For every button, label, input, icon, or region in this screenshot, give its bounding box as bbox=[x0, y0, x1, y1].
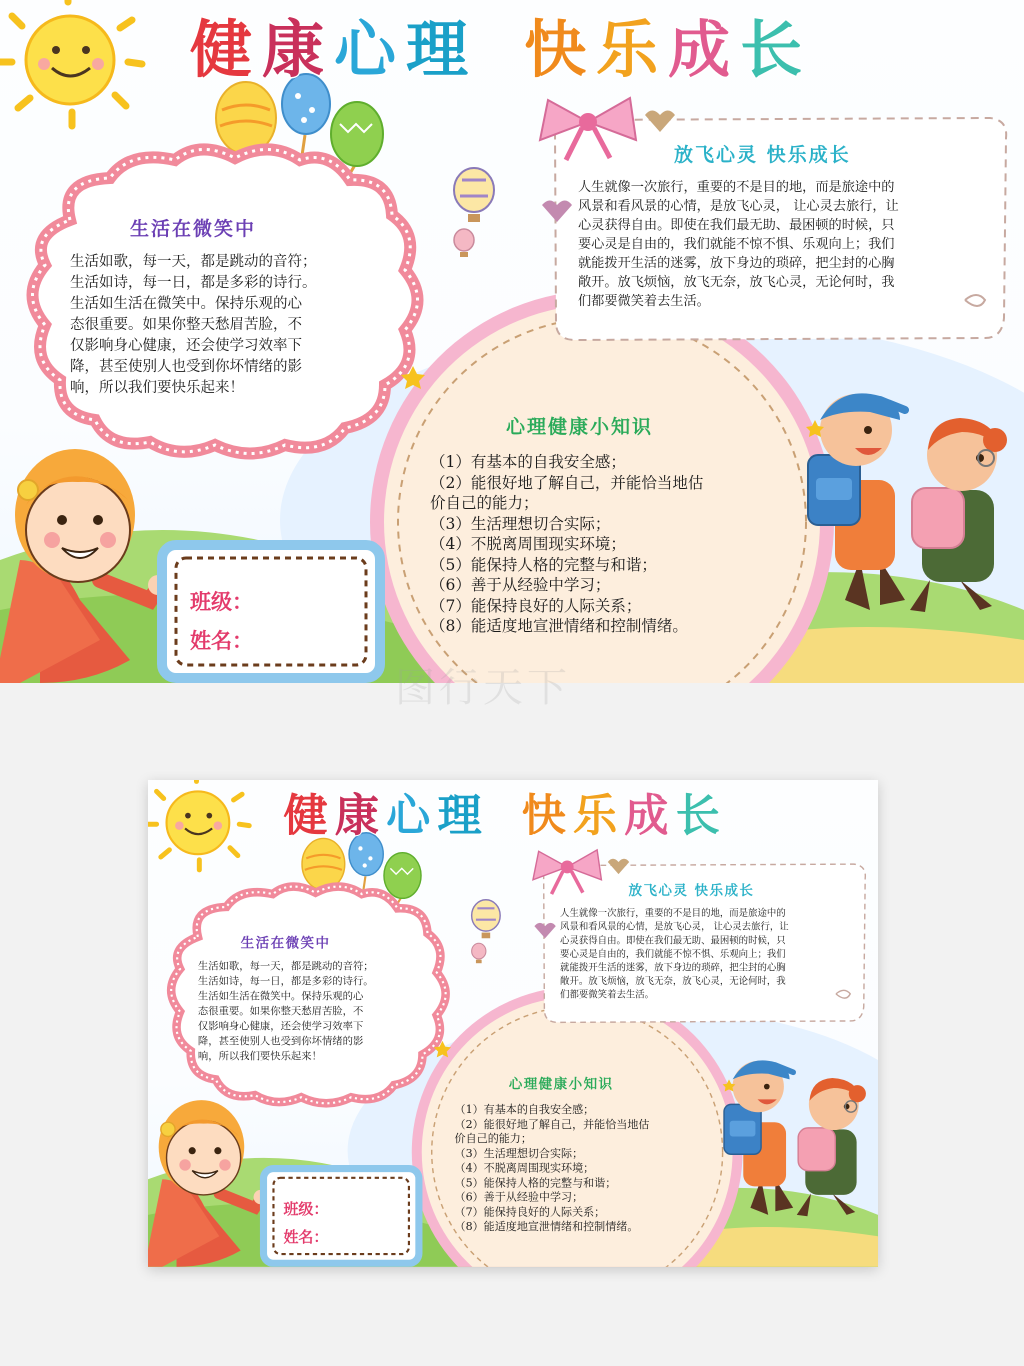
title-char: 心 bbox=[386, 788, 434, 841]
text-line: 响，所以我们要快乐起来！ bbox=[70, 380, 244, 396]
name-label: 姓名： bbox=[283, 1228, 329, 1246]
text-line: 心灵获得自由。即使在我们最无助、最困顿的时候，只 bbox=[578, 218, 895, 233]
text-line: （4）不脱离周围现实环境； bbox=[454, 1161, 595, 1175]
title-char: 快 bbox=[524, 12, 591, 86]
text-line: 敞开。放飞烦恼，放飞无奈，放飞心灵，无论何时，我 bbox=[560, 976, 786, 987]
watermark-text: 图行天下 bbox=[395, 665, 571, 711]
class-label: 班级： bbox=[283, 1200, 329, 1218]
note-text bbox=[560, 907, 859, 1002]
text-line: 价自己的能力； bbox=[454, 1132, 532, 1146]
title-char: 快 bbox=[521, 788, 569, 841]
text-line: 们都要微笑着去生活。 bbox=[578, 294, 710, 309]
text-line: 降，甚至使别人也受到你坏情绪的影 bbox=[197, 1035, 364, 1048]
text-line: （2）能很好地了解自己，并能恰当地估 bbox=[454, 1117, 650, 1131]
note-title: 放飞心灵 快乐成长 bbox=[674, 144, 851, 166]
poster-preview bbox=[148, 780, 878, 1267]
knowledge-title: 心理健康小知识 bbox=[508, 1076, 614, 1093]
text-line: （2）能很好地了解自己，并能恰当地估 bbox=[430, 473, 704, 492]
title-char: 康 bbox=[334, 788, 382, 841]
text-line: 生活如生活在微笑中。保持乐观的心 bbox=[197, 991, 364, 1003]
title-char: 成 bbox=[668, 12, 735, 86]
text-line: （5）能保持人格的完整与和谐； bbox=[454, 1176, 617, 1189]
smile-box-text bbox=[70, 252, 390, 399]
sun-icon bbox=[0, 0, 142, 126]
text-line: 人生就像一次旅行，重要的不是目的地，而是旅途中的 bbox=[578, 180, 895, 195]
title-char: 康 bbox=[262, 12, 329, 86]
text-line: 敞开。放飞烦恼，放飞无奈，放飞心灵，无论何时，我 bbox=[578, 275, 895, 290]
text-line: 风景和看风景的心情，是放飞心灵， 让心灵去旅行，让 bbox=[560, 921, 789, 933]
title-char: 健 bbox=[283, 788, 331, 841]
text-line: （6）善于从经验中学习； bbox=[454, 1190, 584, 1204]
title-char: 理 bbox=[406, 12, 473, 86]
text-line: 响，所以我们要快乐起来！ bbox=[197, 1050, 322, 1063]
name-label: 姓名： bbox=[190, 629, 253, 653]
text-line: 生活如诗，每一日，都是多彩的诗行。 bbox=[70, 275, 317, 291]
hot-air-balloon-icon bbox=[454, 168, 494, 257]
text-line: （7）能保持良好的人际关系； bbox=[454, 1205, 606, 1219]
title-char: 长 bbox=[675, 788, 723, 841]
text-line: （1）有基本的自我安全感； bbox=[454, 1102, 595, 1116]
knowledge-list bbox=[455, 1102, 701, 1234]
hot-air-balloon-icon bbox=[472, 900, 501, 963]
knowledge-list bbox=[430, 452, 775, 637]
title-char: 心 bbox=[334, 12, 401, 86]
text-line: 生活如歌，每一天，都是跳动的音符； bbox=[70, 254, 317, 270]
text-line: 要心灵是自由的，我们就能不惊不惧、乐观向上；我们 bbox=[560, 948, 786, 960]
title-char: 乐 bbox=[572, 788, 621, 841]
text-line: （1）有基本的自我安全感； bbox=[430, 453, 626, 471]
smile-box-title: 生活在微笑中 bbox=[130, 218, 257, 240]
note-text bbox=[578, 178, 998, 311]
class-label: 班级： bbox=[190, 590, 253, 614]
poster-title bbox=[283, 783, 839, 840]
title-char: 健 bbox=[190, 12, 257, 86]
text-line: 们都要微笑着去生活。 bbox=[560, 989, 655, 1001]
text-line: （3）生活理想切合实际； bbox=[454, 1146, 584, 1160]
title-char: 理 bbox=[437, 788, 485, 841]
text-line: 心灵获得自由。即使在我们最无助、最困顿的时候，只 bbox=[560, 935, 786, 947]
text-line: 生活如歌，每一天，都是跳动的音符； bbox=[197, 961, 374, 973]
text-line: 仅影响身心健康，还会使学习效率下 bbox=[197, 1020, 364, 1033]
title-char: 乐 bbox=[596, 12, 663, 86]
text-line: （6）善于从经验中学习； bbox=[430, 576, 611, 594]
text-line: 态很重要。如果你整天愁眉苦脸，不 bbox=[70, 317, 302, 333]
poster-title bbox=[190, 4, 970, 84]
text-line: 生活如诗，每一日，都是多彩的诗行。 bbox=[197, 976, 374, 988]
text-line: 价自己的能力； bbox=[430, 494, 539, 512]
text-line: 生活如生活在微笑中。保持乐观的心 bbox=[70, 296, 302, 312]
text-line: 就能拨开生活的迷雾，放下身边的琐碎，把尘封的心胸 bbox=[560, 962, 786, 974]
text-line: 态很重要。如果你整天愁眉苦脸，不 bbox=[197, 1005, 364, 1018]
text-line: （4）不脱离周围现实环境； bbox=[430, 535, 626, 553]
knowledge-title: 心理健康小知识 bbox=[506, 416, 654, 438]
text-line: （8）能适度地宣泄情绪和控制情绪。 bbox=[454, 1219, 639, 1233]
smile-box-title: 生活在微笑中 bbox=[240, 935, 331, 952]
text-line: 降，甚至使别人也受到你坏情绪的影 bbox=[70, 359, 302, 375]
text-line: 要心灵是自由的，我们就能不惊不惧、乐观向上；我们 bbox=[578, 237, 895, 252]
title-char: 长 bbox=[740, 12, 807, 86]
text-line: 就能拨开生活的迷雾，放下身边的琐碎，把尘封的心胸 bbox=[578, 256, 895, 271]
text-line: （7）能保持良好的人际关系； bbox=[430, 596, 642, 615]
smile-box-text bbox=[198, 960, 426, 1065]
text-line: 人生就像一次旅行，重要的不是目的地，而是旅途中的 bbox=[560, 908, 786, 920]
sun-icon bbox=[148, 780, 249, 870]
title-char: 成 bbox=[624, 788, 672, 841]
text-line: 仅影响身心健康，还会使学习效率下 bbox=[70, 338, 302, 354]
text-line: （8）能适度地宣泄情绪和控制情绪。 bbox=[430, 617, 688, 635]
text-line: （5）能保持人格的完整与和谐； bbox=[430, 555, 657, 574]
text-line: （3）生活理想切合实际； bbox=[430, 514, 611, 533]
note-title: 放飞心灵 快乐成长 bbox=[628, 882, 755, 899]
text-line: 风景和看风景的心情，是放飞心灵， 让心灵去旅行，让 bbox=[578, 199, 899, 214]
